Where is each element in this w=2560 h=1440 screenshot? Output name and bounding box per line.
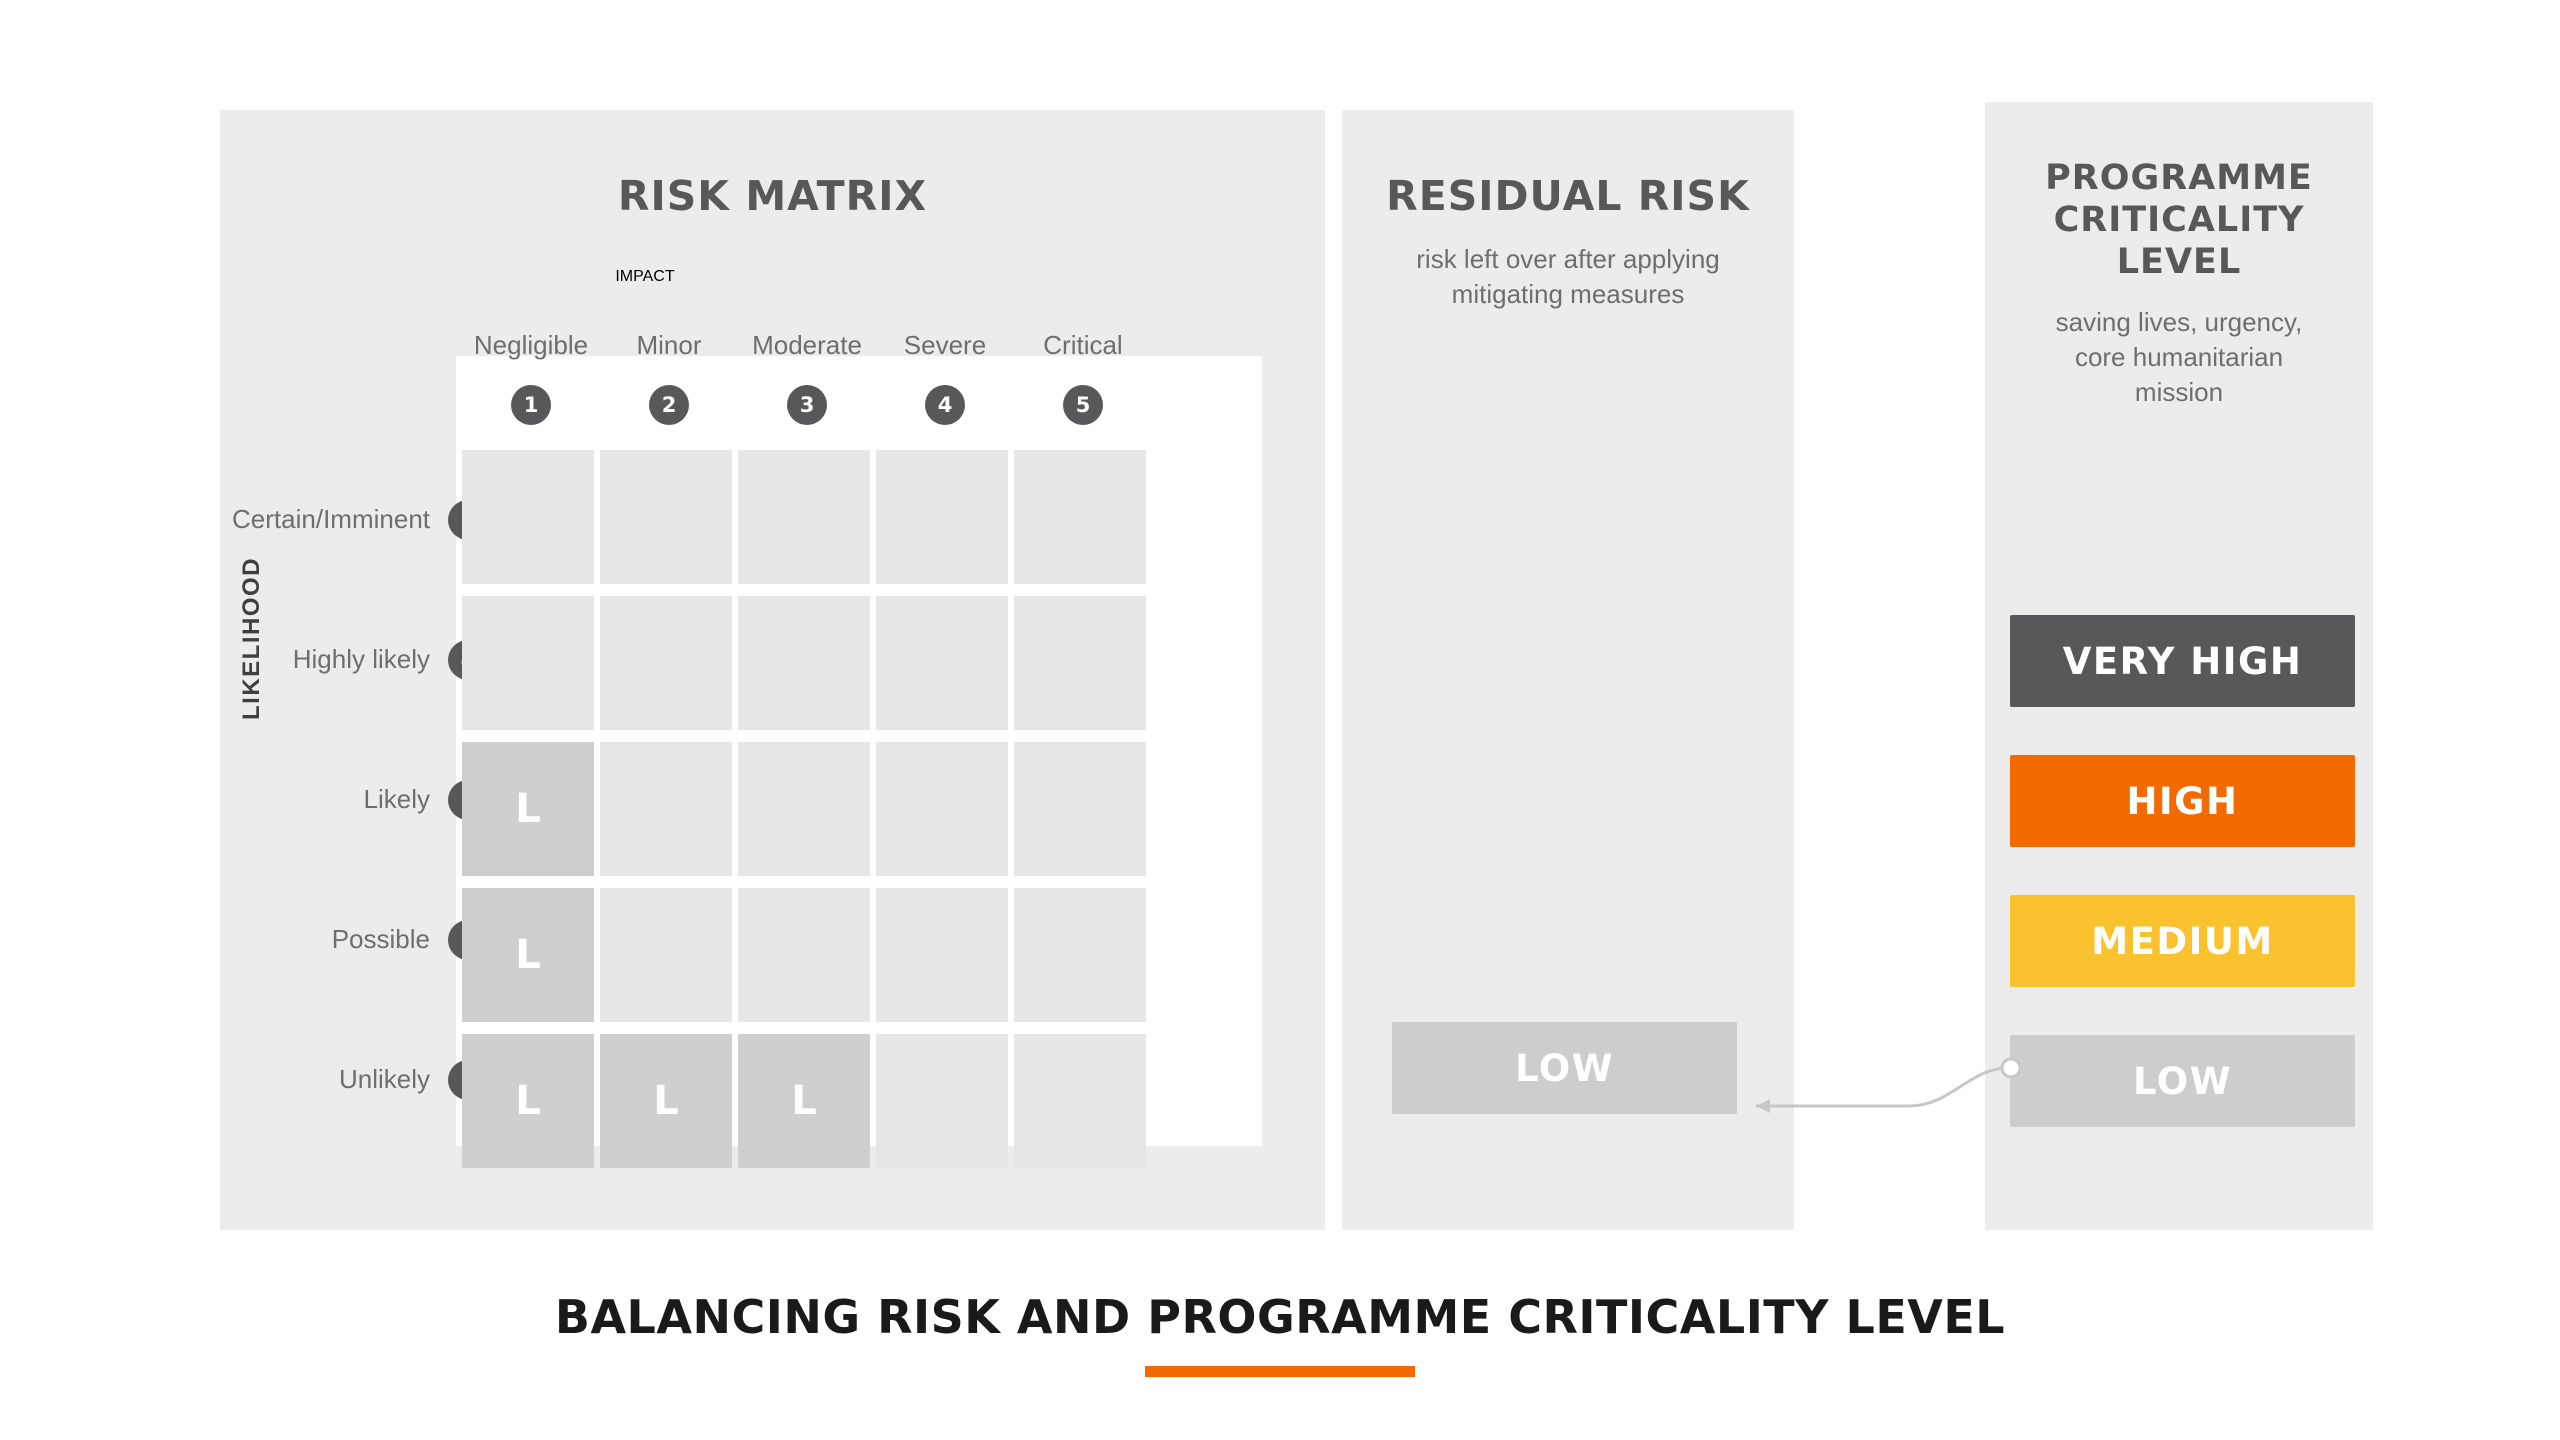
impact-score-badge: 2 <box>649 385 689 425</box>
matrix-cell[interactable] <box>600 888 732 1022</box>
impact-header: Minor <box>636 330 702 360</box>
matrix-cell-low[interactable]: L <box>600 1034 732 1168</box>
impact-badge-cell <box>462 385 600 425</box>
matrix-row <box>462 888 1152 1028</box>
matrix-cell[interactable] <box>738 888 870 1022</box>
residual-risk-title: RESIDUAL RISK <box>1386 172 1750 220</box>
criticality-level-list <box>2010 615 2355 1175</box>
impact-badge-cell <box>876 385 1014 425</box>
impact-axis-label-wrap <box>245 268 1045 286</box>
risk-matrix-grid <box>462 450 1152 1180</box>
criticality-chip-low[interactable]: LOW <box>2010 1035 2355 1127</box>
impact-header: Moderate <box>752 330 862 360</box>
matrix-cell[interactable] <box>1014 888 1146 1022</box>
matrix-cell[interactable] <box>738 450 870 584</box>
likelihood-row-label: Possible <box>331 924 430 955</box>
criticality-chip-medium[interactable]: MEDIUM <box>2010 895 2355 987</box>
matrix-cell-low[interactable]: L <box>462 742 594 876</box>
matrix-row <box>462 596 1152 736</box>
impact-score-badge: 1 <box>511 385 551 425</box>
matrix-cell[interactable] <box>738 742 870 876</box>
likelihood-axis-label: LIKELIHOOD <box>238 557 265 720</box>
matrix-row <box>462 742 1152 882</box>
matrix-cell[interactable] <box>738 596 870 730</box>
matrix-row <box>462 450 1152 590</box>
criticality-chip-very-high[interactable]: VERY HIGH <box>2010 615 2355 707</box>
likelihood-row-label: Highly likely <box>292 644 430 675</box>
programme-criticality-subtitle: saving lives, urgency, core humanitarian mission <box>2055 307 2303 408</box>
likelihood-row-label: Unlikely <box>338 1064 430 1095</box>
likelihood-row-label <box>230 450 430 590</box>
impact-axis-label: IMPACT <box>615 268 675 285</box>
matrix-cell[interactable] <box>600 596 732 730</box>
impact-header: Negligible <box>473 330 589 360</box>
impact-header: Critical <box>1043 330 1123 360</box>
criticality-chip-high[interactable]: HIGH <box>2010 755 2355 847</box>
programme-criticality-title: PROGRAMME CRITICALITY LEVEL <box>2045 158 2313 282</box>
matrix-cell[interactable] <box>876 450 1008 584</box>
matrix-cell-low[interactable]: L <box>462 1034 594 1168</box>
likelihood-row-label-line2: Imminent <box>323 504 430 535</box>
matrix-row <box>462 1034 1152 1174</box>
matrix-cell[interactable] <box>600 742 732 876</box>
matrix-cell[interactable] <box>462 596 594 730</box>
matrix-cell[interactable] <box>876 1034 1008 1168</box>
residual-risk-subtitle: risk left over after applying mitigating measures <box>1416 244 1720 310</box>
impact-score-badge: 5 <box>1063 385 1103 425</box>
footer <box>0 1290 2560 1377</box>
matrix-cell[interactable] <box>876 742 1008 876</box>
impact-score-badge: 4 <box>925 385 965 425</box>
impact-score-badge: 3 <box>787 385 827 425</box>
likelihood-row-labels <box>230 450 430 1150</box>
impact-column-headers <box>462 330 1152 361</box>
likelihood-row-label-line1: Certain/ <box>232 504 324 535</box>
matrix-cell[interactable] <box>1014 450 1146 584</box>
matrix-cell[interactable] <box>1014 596 1146 730</box>
impact-badge-cell <box>600 385 738 425</box>
matrix-cell[interactable] <box>1014 1034 1146 1168</box>
impact-header: Severe <box>903 330 987 360</box>
footer-accent-rule <box>1145 1366 1415 1377</box>
matrix-cell[interactable] <box>876 888 1008 1022</box>
matrix-cell-low[interactable]: L <box>738 1034 870 1168</box>
risk-matrix-title: RISK MATRIX <box>617 172 928 220</box>
footer-title: BALANCING RISK AND PROGRAMME CRITICALITY LEVEL <box>554 1290 2006 1344</box>
impact-badge-cell <box>1014 385 1152 425</box>
matrix-cell[interactable] <box>462 450 594 584</box>
likelihood-row-label: Likely <box>363 784 430 815</box>
matrix-cell-low[interactable]: L <box>462 888 594 1022</box>
matrix-cell[interactable] <box>876 596 1008 730</box>
connector-arrow-icon <box>1730 1020 2020 1130</box>
impact-badge-cell <box>738 385 876 425</box>
impact-score-badges <box>462 385 1152 425</box>
residual-risk-level-chip[interactable]: LOW <box>1392 1022 1737 1114</box>
matrix-cell[interactable] <box>1014 742 1146 876</box>
matrix-cell[interactable] <box>600 450 732 584</box>
